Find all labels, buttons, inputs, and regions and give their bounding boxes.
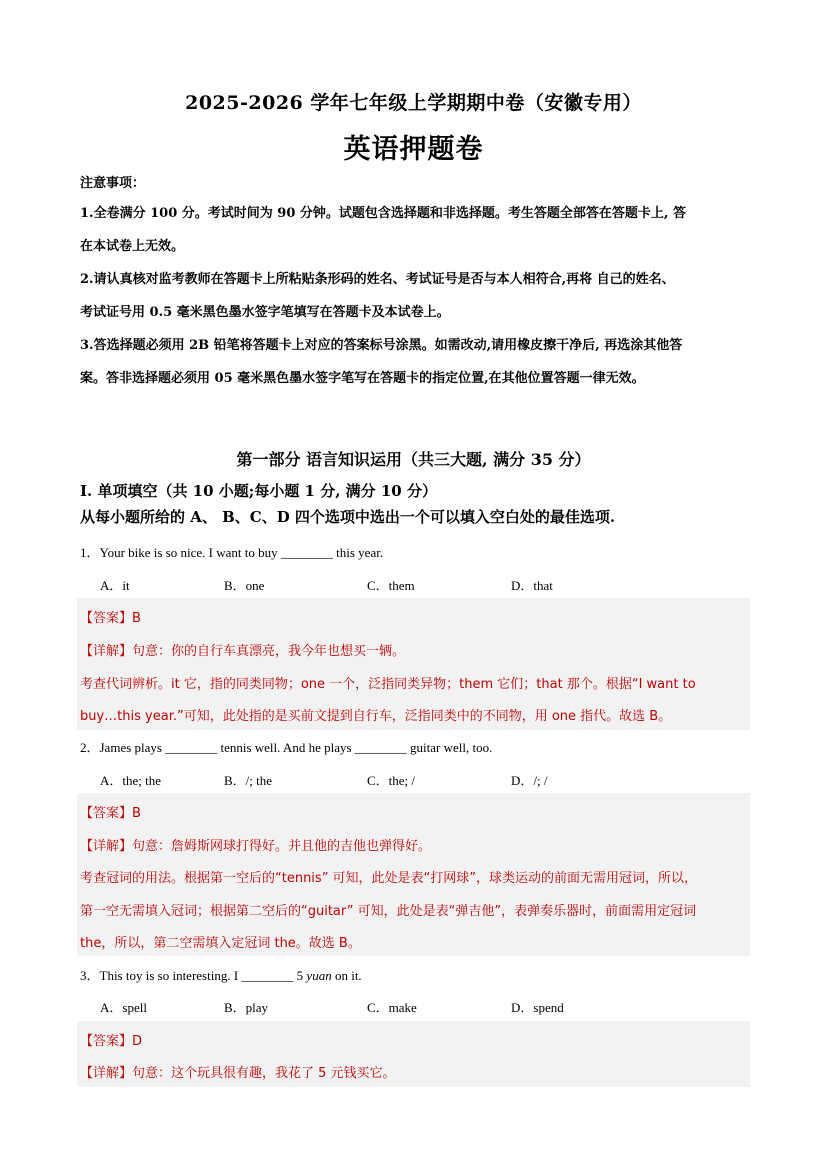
explanation-line: 【详解】句意：詹姆斯网球打得好。并且他的吉他也弹得好。 [80, 839, 432, 854]
exam-title: 2025-2026 学年七年级上学期期中卷（安徽专用） [185, 92, 642, 114]
part-instruction: 从每小题所给的 A、 B、C、D 四个选项中选出一个可以填入空白处的最佳选项. [80, 508, 616, 526]
question-stem: 1．Your bike is so nice. I want to buy ________ this year. [80, 545, 384, 560]
answer-box [77, 598, 750, 730]
option-d: D．/; / [511, 773, 548, 788]
explanation-line: 【详解】句意：你的自行车真漂亮，我今年也想买一辆。 [80, 644, 406, 659]
notice-line: 3.答选择题必须用 2B 铅笔将答题卡上对应的答案标号涂黑。如需改动,请用橡皮擦干净后, 再选涂其他答 [80, 338, 683, 353]
answer-label: 【答案】B [80, 611, 141, 626]
explanation-line: buy…this year.”可知，此处指的是买前文提到自行车，泛指同类中的不同物，用 one 指代。故选 B。 [80, 709, 672, 724]
notice-heading: 注意事项： [80, 176, 146, 191]
explanation-line: the，所以，第二空需填入定冠词 the。故选 B。 [80, 936, 361, 951]
option-c: C．make [367, 1000, 417, 1015]
option-d: D．spend [511, 1000, 564, 1015]
option-a: A．the; the [100, 773, 162, 788]
option-b: B．play [224, 1000, 269, 1015]
option-a: A．it [100, 578, 130, 593]
notice-line: 在本试卷上无效。 [80, 239, 185, 254]
answer-box [77, 793, 750, 956]
notice-line: 1.全卷满分 100 分。考试时间为 90 分钟。试题包含选择题和非选择题。考生答题全部答在答题卡上, 答 [80, 206, 686, 221]
stem-italic: yuan [306, 968, 332, 983]
notice-line: 2.请认真核对监考教师在答题卡上所粘贴条形码的姓名、考试证号是否与本人相符合,再将 自己的姓名、 [80, 272, 675, 287]
explanation-line: 考查代词辨析。it 它，指的同类同物；one 一个，泛指同类异物；them 它们；that 那个。根据“I want to [80, 677, 696, 692]
option-b: B．one [224, 578, 265, 593]
notice-line: 案。答非选择题必须用 05 毫米黑色墨水签字笔写在答题卡的指定位置,在其他位置答题一律无效。 [80, 371, 645, 386]
answer-box [77, 1021, 750, 1087]
answer-label: 【答案】B [80, 806, 141, 821]
option-c: C．them [367, 578, 415, 593]
option-a: A．spell [100, 1000, 147, 1015]
option-d: D．that [511, 578, 553, 593]
part-title: I. 单项填空（共 10 小题;每小题 1 分, 满分 10 分） [80, 482, 437, 500]
question-stem: 2．James plays ________ tennis well. And he plays ________ guitar well, too. [80, 740, 493, 755]
notice-block [80, 197, 752, 395]
option-c: C．the; / [367, 773, 416, 788]
explanation-line: 【详解】句意：这个玩具很有趣，我花了 5 元钱买它。 [80, 1066, 396, 1081]
option-b: B．/; the [224, 773, 273, 788]
stem-text: 3．This toy is so interesting. I ________ 5 [80, 968, 307, 983]
notice-line: 考试证号用 0.5 毫米黑色墨水签字笔填写在答题卡及本试卷上。 [80, 305, 450, 320]
exam-subtitle: 英语押题卷 [343, 134, 484, 165]
answer-label: 【答案】D [80, 1034, 143, 1049]
explanation-line: 考查冠词的用法。根据第一空后的“tennis” 可知，此处是表“打网球”，球类运动的前面无需用冠词，所以， [80, 871, 698, 886]
question-stem [80, 965, 362, 984]
explanation-line: 第一空无需填入冠词；根据第二空后的“guitar” 可知，此处是表“弹吉他”，表弹奏乐器时，前面需用定冠词 [80, 904, 697, 919]
section-title: 第一部分 语言知识运用（共三大题, 满分 35 分） [236, 450, 591, 469]
stem-text: on it. [331, 968, 362, 983]
